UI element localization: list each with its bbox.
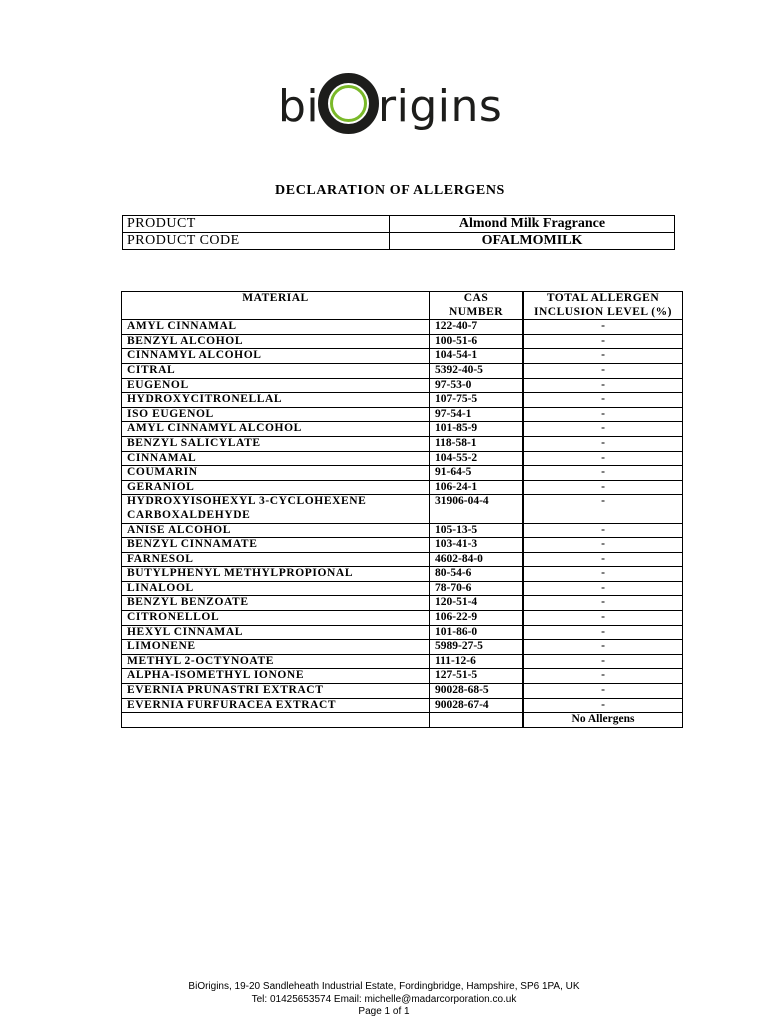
material-cell: [122, 552, 430, 567]
material-name: CITRAL: [127, 363, 176, 376]
table-row: [122, 684, 683, 699]
table-row: [122, 552, 683, 567]
material-cell: [122, 538, 430, 553]
table-row: [122, 567, 683, 582]
table-row: [122, 581, 683, 596]
allergen-table-body: [122, 320, 683, 728]
cas-cell: 5989-27-5: [430, 640, 523, 655]
table-row: [122, 436, 683, 451]
material-name: BENZYL CINNAMATE: [127, 538, 258, 551]
material-cell: [122, 611, 430, 626]
material-cell: [122, 466, 430, 481]
cas-cell: 90028-68-5: [430, 684, 523, 699]
product-code-value: OFALMOMILK: [390, 233, 675, 250]
material-cell: [122, 407, 430, 422]
level-cell: -: [524, 334, 683, 349]
material-name: COUMARIN: [127, 466, 198, 479]
material-name: BENZYL BENZOATE: [127, 596, 249, 609]
header-cas-line2: NUMBER: [448, 305, 504, 318]
cas-cell: 105-13-5: [430, 523, 523, 538]
table-row: [122, 596, 683, 611]
material-cell: [122, 567, 430, 582]
table-row: [122, 669, 683, 684]
material-name: AMYL CINNAMAL: [127, 320, 237, 333]
company-logo: [0, 80, 768, 150]
table-row: [122, 625, 683, 640]
header-level-line2: INCLUSION LEVEL (%): [534, 305, 672, 318]
material-cell: [122, 625, 430, 640]
cas-cell: 127-51-5: [430, 669, 523, 684]
level-cell: -: [524, 684, 683, 699]
material-cell: [122, 378, 430, 393]
material-name: ANISE ALCOHOL: [127, 523, 231, 536]
table-row: [122, 320, 683, 335]
table-row: [122, 495, 683, 523]
cas-cell: 78-70-6: [430, 581, 523, 596]
level-cell: -: [524, 654, 683, 669]
document-title: DECLARATION OF ALLERGENS: [275, 183, 505, 198]
logo-text-rigins: rigins: [378, 81, 503, 132]
level-cell: -: [524, 596, 683, 611]
level-cell: -: [524, 320, 683, 335]
cas-cell: 80-54-6: [430, 567, 523, 582]
table-row: [122, 523, 683, 538]
material-name: EUGENOL: [127, 378, 189, 391]
table-row: [122, 363, 683, 378]
header-cas: [430, 292, 523, 320]
cas-cell: 31906-04-4: [430, 495, 523, 523]
logo-text-bi: bi: [278, 81, 320, 132]
material-name: HEXYL CINNAMAL: [127, 625, 244, 638]
material-name: EVERNIA PRUNASTRI EXTRACT: [127, 684, 324, 697]
material-cell: [122, 320, 430, 335]
level-cell: -: [524, 363, 683, 378]
cas-cell: 97-54-1: [430, 407, 523, 422]
material-cell: [122, 451, 430, 466]
level-cell: -: [524, 393, 683, 408]
material-cell: [122, 523, 430, 538]
header-material: MATERIAL: [122, 292, 430, 320]
table-row: [122, 407, 683, 422]
table-row: [122, 466, 683, 481]
material-name: BUTYLPHENYL METHYLPROPIONAL: [127, 567, 354, 580]
cas-cell: 122-40-7: [430, 320, 523, 335]
cas-cell: 107-75-5: [430, 393, 523, 408]
material-cell: [122, 640, 430, 655]
material-name: BENZYL ALCOHOL: [127, 334, 244, 347]
summary-material-cell: [122, 713, 430, 728]
material-cell: [122, 436, 430, 451]
table-row: [122, 349, 683, 364]
level-cell: -: [524, 466, 683, 481]
allergen-table-header: [122, 292, 683, 320]
level-cell: -: [524, 625, 683, 640]
cas-cell: 103-41-3: [430, 538, 523, 553]
cas-cell: 101-85-9: [430, 422, 523, 437]
summary-level-cell: No Allergens: [524, 713, 683, 728]
material-name: EVERNIA FURFURACEA EXTRACT: [127, 698, 337, 711]
material-cell: [122, 684, 430, 699]
level-cell: -: [524, 422, 683, 437]
cas-cell: 5392-40-5: [430, 363, 523, 378]
level-cell: -: [524, 495, 683, 523]
level-cell: -: [524, 581, 683, 596]
material-cell: [122, 422, 430, 437]
cas-cell: 4602-84-0: [430, 552, 523, 567]
logo-ring-icon: [318, 73, 379, 134]
table-row: [122, 480, 683, 495]
product-value: Almond Milk Fragrance: [390, 216, 675, 233]
cas-cell: 101-86-0: [430, 625, 523, 640]
cas-cell: 91-64-5: [430, 466, 523, 481]
header-level-line1: TOTAL ALLERGEN: [546, 292, 660, 304]
level-cell: -: [524, 523, 683, 538]
material-name: ISO EUGENOL: [127, 407, 214, 420]
footer-address: BiOrigins, 19-20 Sandleheath Industrial Estate, Fordingbridge, Hampshire, SP6 1PA, UK: [188, 981, 580, 992]
cas-cell: 111-12-6: [430, 654, 523, 669]
material-name: HYDROXYCITRONELLAL: [127, 393, 283, 406]
table-row: [122, 538, 683, 553]
level-cell: -: [524, 349, 683, 364]
table-row: [122, 393, 683, 408]
level-cell: -: [524, 611, 683, 626]
product-row: [123, 216, 675, 233]
level-cell: -: [524, 378, 683, 393]
material-name: GERANIOL: [127, 480, 195, 493]
cas-cell: 104-55-2: [430, 451, 523, 466]
cas-cell: 106-22-9: [430, 611, 523, 626]
material-name: METHYL 2-OCTYNOATE: [127, 654, 275, 667]
material-cell: [122, 334, 430, 349]
footer-contact: Tel: 01425653574 Email: michelle@madarcorporation.co.uk: [251, 993, 517, 1005]
cas-cell: 90028-67-4: [430, 698, 523, 713]
table-row: [122, 698, 683, 713]
product-code-row: [123, 233, 675, 250]
cas-cell: 97-53-0: [430, 378, 523, 393]
material-name: AMYL CINNAMYL ALCOHOL: [127, 422, 302, 435]
product-code-label: PRODUCT CODE: [123, 233, 390, 250]
allergen-table: [121, 291, 683, 728]
header-cas-line1: CAS: [463, 292, 489, 304]
material-cell: [122, 495, 430, 523]
level-cell: -: [524, 698, 683, 713]
summary-cas-cell: [430, 713, 523, 728]
material-name: BENZYL SALICYLATE: [127, 436, 261, 449]
footer-page-number: Page 1 of 1: [358, 1006, 410, 1017]
material-cell: [122, 581, 430, 596]
material-cell: [122, 363, 430, 378]
material-cell: [122, 480, 430, 495]
table-row: [122, 378, 683, 393]
level-cell: -: [524, 480, 683, 495]
cas-cell: 100-51-6: [430, 334, 523, 349]
page-footer: [0, 981, 768, 1019]
level-cell: -: [524, 567, 683, 582]
cas-cell: 106-24-1: [430, 480, 523, 495]
material-name: CINNAMAL: [127, 451, 197, 464]
material-name: CINNAMYL ALCOHOL: [127, 349, 262, 362]
table-row: [122, 611, 683, 626]
level-cell: -: [524, 538, 683, 553]
material-cell: [122, 393, 430, 408]
material-name: CITRONELLOL: [127, 611, 220, 624]
material-name: HYDROXYISOHEXYL 3-CYCLOHEXENE: [127, 495, 367, 508]
material-name: FARNESOL: [127, 552, 194, 565]
product-label: PRODUCT: [123, 216, 390, 233]
material-cell: [122, 669, 430, 684]
product-info-table: [122, 215, 675, 250]
material-name-line2: CARBOXALDEHYDE: [127, 508, 251, 521]
level-cell: -: [524, 451, 683, 466]
table-row: [122, 640, 683, 655]
level-cell: -: [524, 552, 683, 567]
material-name: LIMONENE: [127, 640, 196, 653]
table-row: [122, 654, 683, 669]
level-cell: -: [524, 669, 683, 684]
cas-cell: 104-54-1: [430, 349, 523, 364]
level-cell: -: [524, 407, 683, 422]
level-cell: -: [524, 640, 683, 655]
material-name: ALPHA-ISOMETHYL IONONE: [127, 669, 305, 682]
header-level: [524, 292, 683, 320]
table-row: [122, 422, 683, 437]
cas-cell: 118-58-1: [430, 436, 523, 451]
material-name: LINALOOL: [127, 581, 194, 594]
summary-row: [122, 713, 683, 728]
material-cell: [122, 349, 430, 364]
material-cell: [122, 654, 430, 669]
level-cell: -: [524, 436, 683, 451]
table-row: [122, 451, 683, 466]
material-cell: [122, 698, 430, 713]
cas-cell: 120-51-4: [430, 596, 523, 611]
material-cell: [122, 596, 430, 611]
table-row: [122, 334, 683, 349]
